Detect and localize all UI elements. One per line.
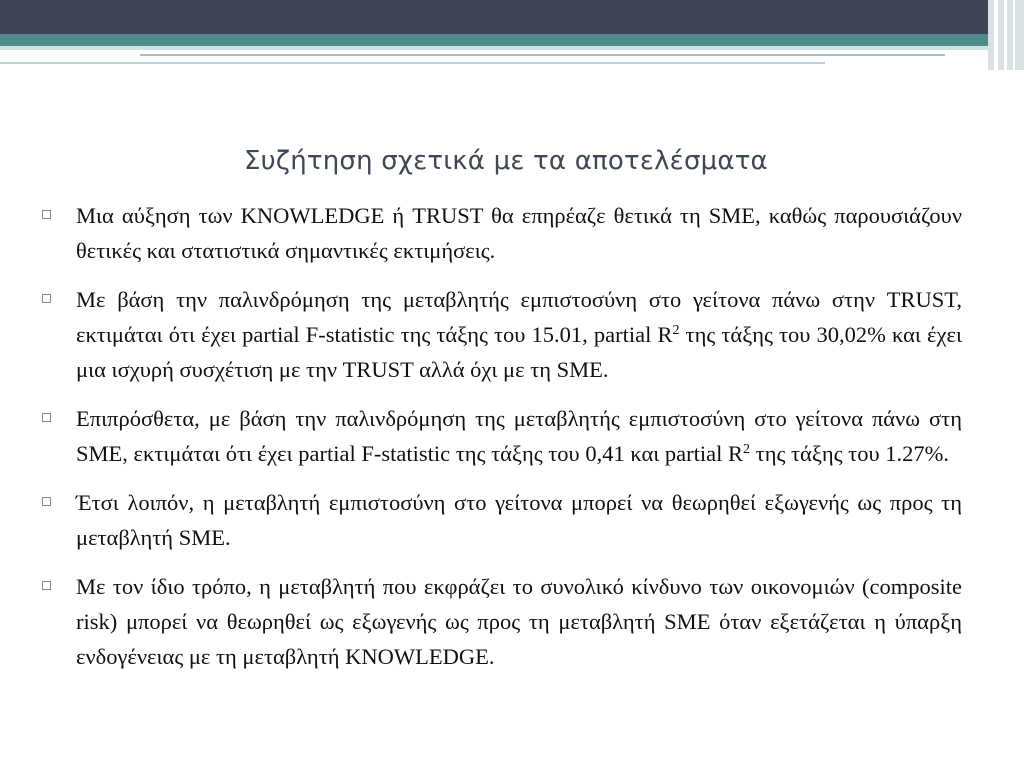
bullet-text: της τάξης του 30,02% και έχει μια ισχυρή συσχέτιση με την TRUST αλλά όχι με τη SME. — [76, 322, 962, 382]
header-pale-band — [0, 46, 1024, 50]
corner-stripe-gap — [994, 0, 998, 70]
header-accent-band — [0, 34, 1024, 46]
bullet-text: της τάξης του 1.27%. — [750, 441, 949, 466]
bullet-text: Έτσι λοιπόν, η μεταβλητή εμπιστοσύνη στο γείτονα μπορεί να θεωρηθεί εξωγενής ως προς τη μεταβλητή SME. — [76, 490, 962, 550]
corner-stripe-gap — [1004, 0, 1007, 70]
bullet-text: Επιπρόσθετα, με βάση την παλινδρόμηση της μεταβλητής εμπιστοσύνη στο γείτονα πάνω στη SME, εκτιμάται ότι έχει partial F-statistic της τάξης του 0,41 και partial R — [76, 406, 962, 466]
bullet-text: Μια αύξηση των KNOWLEDGE ή TRUST θα επηρέαζε θετικά τη SME, καθώς παρουσιάζουν θετικές και στατιστικά σημαντικές εκτιμήσεις. — [76, 203, 962, 263]
bullet-text: Με τον ίδιο τρόπο, η μεταβλητή που εκφράζει το συνολικό κίνδυνο των οικονομιών (composite risk) μπορεί να θεωρηθεί ως εξωγενής ως προς τη μεταβλητή SME όταν εξετάζεται η ύπαρξη ενδογένειας με τη μεταβλητή KNOWLEDGE. — [76, 574, 962, 669]
corner-stripe-gap — [1013, 0, 1015, 70]
header-deco-line — [0, 62, 825, 64]
bullet-item — [42, 282, 962, 387]
slide-title: Συζήτηση σχετικά με τα αποτελέσματα — [244, 146, 768, 176]
bullet-item — [42, 401, 962, 471]
header-band — [0, 0, 1024, 34]
square-bullet-icon — [42, 413, 51, 422]
header-deco-line — [140, 54, 945, 56]
bullet-list — [42, 198, 962, 688]
square-bullet-icon — [42, 581, 51, 590]
superscript: 2 — [743, 442, 751, 457]
bullet-item — [42, 485, 962, 555]
square-bullet-icon — [42, 294, 51, 303]
bullet-item — [42, 569, 962, 674]
bullet-text: Με βάση την παλινδρόμηση της μεταβλητής εμπιστοσύνη στο γείτονα πάνω στην TRUST, εκτιμάται ότι έχει partial F-statistic της τάξης του 15.01, partial R — [76, 287, 962, 347]
square-bullet-icon — [42, 210, 51, 219]
bullet-item — [42, 198, 962, 268]
superscript: 2 — [672, 323, 680, 338]
square-bullet-icon — [42, 497, 51, 506]
